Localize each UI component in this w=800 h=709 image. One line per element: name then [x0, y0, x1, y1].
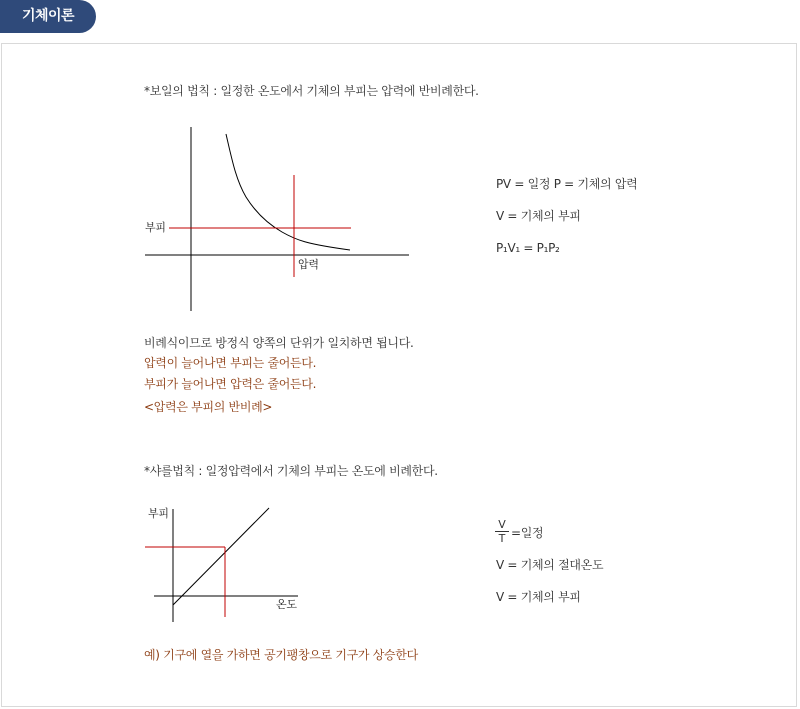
- boyle-formula-2: V = 기체의 부피: [496, 209, 581, 223]
- charles-line: [173, 508, 269, 605]
- boyle-formula-1: PV = 일정 P = 기체의 압력: [496, 177, 638, 191]
- section-tab[interactable]: 기체이론: [0, 0, 96, 33]
- boyle-x-label: 압력: [298, 258, 319, 271]
- charles-x-label: 온도: [276, 598, 297, 611]
- boyle-curve: [226, 134, 350, 250]
- boyle-title: *보일의 법칙 : 일정한 온도에서 기체의 부피는 압력에 반비례한다.: [144, 84, 479, 98]
- boyle-formula-3: P₁V₁ = P₁P₂: [496, 241, 560, 255]
- boyle-explanation: 비례식이므로 방정식 양쪽의 단위가 일치하면 됩니다.: [144, 336, 414, 350]
- boyle-note-1: 압력이 늘어나면 부피는 줄어든다.: [144, 356, 317, 370]
- fraction-denominator: T: [498, 532, 506, 545]
- boyle-note-2: 부피가 늘어나면 압력은 줄어든다.: [144, 377, 317, 391]
- boyle-y-label: 부피: [145, 221, 166, 234]
- fraction-numerator: V: [498, 518, 506, 531]
- charles-formula-1: V = 기체의 절대온도: [496, 558, 604, 572]
- charles-y-label: 부피: [148, 507, 169, 520]
- charles-fraction: [495, 519, 509, 544]
- boyle-note-3: <압력은 부피의 반비례>: [144, 400, 273, 414]
- charles-title: *샤를법칙 : 일정압력에서 기체의 부피는 온도에 비례한다.: [144, 464, 438, 478]
- charles-formula-2: V = 기체의 부피: [496, 590, 581, 604]
- charles-fraction-suffix: =일정: [511, 526, 544, 540]
- charles-example: 예) 기구에 열을 가하면 공기팽창으로 기구가 상승한다: [144, 648, 418, 662]
